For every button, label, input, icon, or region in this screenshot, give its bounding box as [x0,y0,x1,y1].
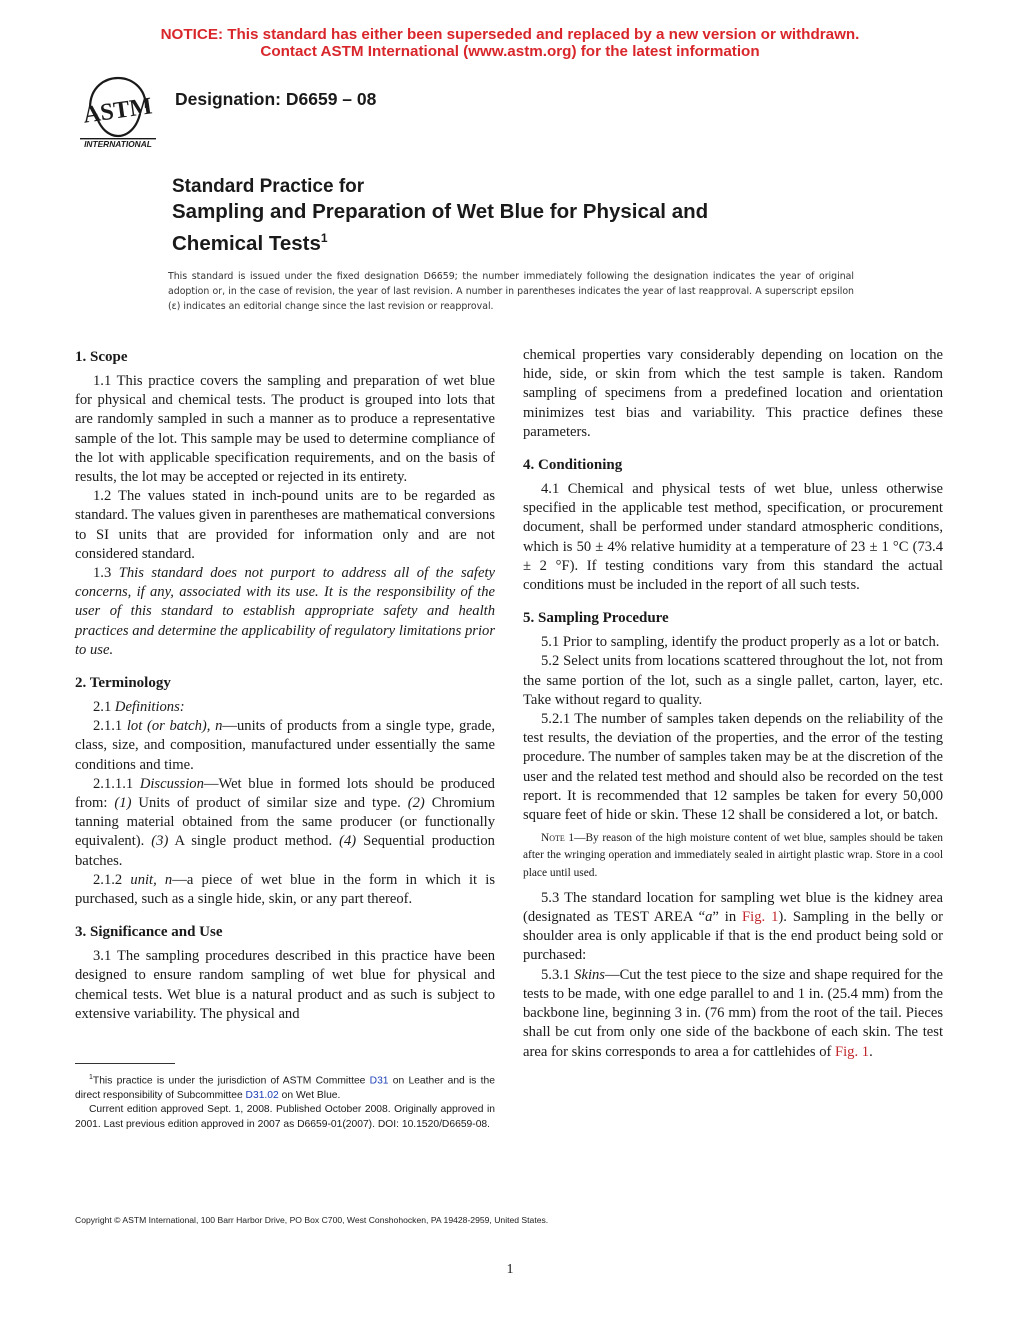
footnote-edition: Current edition approved Sept. 1, 2008. Published October 2008. Originally approved in 2001. Last previous edition approved in 2007 as D6659-01(2007). DOI: 10.1520/D6659-08. [75,1104,495,1130]
footnote-text: on Leather and is the direct responsibility of Subcommittee [75,1075,495,1101]
footnote-1 [75,1071,495,1103]
page-number: 1 [506,1262,514,1277]
para-text: . [869,1043,873,1060]
term-skins: Skins [574,966,605,983]
test-area-var: a [705,909,713,926]
title-line-3-text: Chemical Tests [172,232,321,255]
section-heading-scope: 1. Scope [75,349,128,365]
footnote-mark: 1 [89,1074,93,1081]
term-lot: lot (or batch), n [126,718,223,735]
definition-text: —a piece of wet blue in the form in which it is purchased, such as a single hide, skin, or any part thereof. [75,871,495,908]
section-heading-conditioning: 4. Conditioning [523,457,623,474]
footnote-rule [75,1063,175,1064]
paragraph-1-2: 1.2 The values stated in inch-pound units are to be regarded as standard. The values given in parentheses are mathematical conversions to SI units that are provided for information only and are not considered standard. [75,488,495,562]
paragraph-5-3 [523,889,943,966]
definitions-label: Definitions: [114,699,185,716]
logo-subtext: INTERNATIONAL [84,139,152,148]
para-text: 5.3 The standard location for sampling wet blue is the kidney area (designated as TEST AREA “ [523,889,943,926]
term-discussion: Discussion [139,775,204,792]
section-heading-terminology: 2. Terminology [75,675,171,692]
definition-text: —units of products from a single type, grade, class, size, and composition, manufactured under essentially the same conditions and time. [75,718,496,773]
notice-line-1: NOTICE: This standard has either been superseded and replaced by a new version or withdrawn. [160,26,860,43]
title-footnote-mark: 1 [320,231,328,245]
footnote-text: on Wet Blue. [278,1089,341,1101]
para-text: ” in [712,909,743,926]
paragraph-5-3-1 [523,966,943,1062]
designation [175,89,376,110]
paragraph-1-1: 1.1 This practice covers the sampling and preparation of wet blue for physical and chemical tests. The product is grouped into lots that are randomly sampled in such a manner as to produce a representative sample of the lot. This sample may be used to determine compliance of the lot with applicable specification requirements, and on the basis of results, the lot may be accepted or rejected in its entirety. [75,373,495,486]
discussion-text: —Wet blue in formed lots should be produced from: [75,775,495,812]
astm-logo [76,74,160,148]
paragraph-5-2-1: 5.2.1 The number of samples taken depends on the reliability of the test results, the deviation of the properties, and the error of the testing procedure. The number of samples taken may be at the discretion of the user and the related test method and should also be recorded on the test report. It is recommended that 12 samples be taken for every 50,000 square feet of hide or skin. These 12 shall be considered a lot, or batch. [523,711,943,824]
paragraph-4-1: 4.1 Chemical and physical tests of wet blue, unless otherwise specified in the applicable test method, specification, or procurement document, shall be performed under standard atmospheric conditions, which is 50 ± 4% relative humidity at a temperature of 23 ± 1 °C (73.4 ± 2 °F). If testing conditions vary from this standard the actual conditions must be included in the report of all such tests. [523,481,943,594]
logo-text: ASTM [81,93,154,129]
footnote-text: This practice is under the jurisdiction of ASTM Committee [92,1075,370,1087]
paragraph-3-1-continued: chemical properties vary considerably depending on location on the hide, side, or skin from which the test sample is taken. Random sampling of specimens from a predefined location and orientation minimizes test bias and variability. This practice defines these parameters. [523,347,943,440]
copyright-line: Copyright © ASTM International, 100 Barr Harbor Drive, PO Box C700, West Conshohocken, PA 19428-2959, United States. [75,1215,549,1225]
title-line-2: Sampling and Preparation of Wet Blue for Physical and [172,200,709,223]
fig-1-link[interactable]: Fig. 1 [835,1043,870,1060]
note-text: —By reason of the high moisture content of wet blue, samples should be taken after the wringing operation and immediately sealed in airtight plastic wrap. Store in a cool place until used. [523,832,943,879]
discussion-text: Chromium tanning material obtained from the same producer (or functionally equivalent). [75,795,496,850]
list-number: (3) [151,833,169,850]
paragraph-5-2: 5.2 Select units from locations scattered throughout the lot, not from the same portion of the lot, such as a single pallet, carton, layer, etc. Take without regard to quality. [523,653,943,708]
list-number: (2) [407,795,425,812]
paragraph-3-1: 3.1 The sampling procedures described in this practice have been designed to ensure random sampling of wet blue for physical and chemical tests. Wet blue is a natural product and as such is subject to extensive variability. The physical and [75,948,495,1022]
para-text: —Cut the test piece to the size and shape required for the tests to be made, with one edge parallel to and 1 in. (25.4 mm) from the backbone line, beginning 3 in. (76 mm) from the root of the tail. Pieces shall be cut from only one side of the backbone of each skin. The test area for skins corresponds to area a for cattlehides of [523,966,943,1060]
paragraph-2-1 [75,698,495,717]
para-num: 2.1.1 [93,718,123,735]
list-number: (4) [339,833,357,850]
subcommittee-d31-02-link[interactable]: D31.02 [245,1089,279,1101]
note-label: Note 1 [541,832,575,845]
section-heading-sampling: 5. Sampling Procedure [523,610,669,627]
discussion-text: Sequential production batches. [75,833,495,869]
paragraph-2-1-2 [75,871,495,909]
section-heading-significance: 3. Significance and Use [75,924,223,941]
paragraph-2-1-1 [75,717,495,775]
term-unit: unit, n [130,871,173,888]
para-num: 5.3.1 [541,966,571,983]
list-number: (1) [114,795,132,812]
para-text: ). Sampling in the belly or shoulder area is only applicable if that is the end product being sold or purchased: [523,909,943,964]
notice-banner [0,26,1020,60]
para-num: 2.1 [93,699,112,716]
para-num: 2.1.1.1 [93,775,134,792]
footnote [75,1071,495,1132]
designation-value: D6659 – 08 [285,89,377,109]
issued-statement-text: This standard is issued under the fixed designation D6659; the number immediately following the designation indicates the year of original adoption or, in the case of revision, the year of last revision. A number in parentheses indicates the year of last reapproval. A superscript epsilon (ε) indicates an editorial change since the last revision or reapproval. [168,271,854,312]
notice-line-2: Contact ASTM International (www.astm.org) for the latest information [260,43,760,60]
right-column [523,346,943,1062]
left-column [75,346,495,1024]
note-1 [523,830,943,882]
title-line-3 [172,225,872,257]
fig-1-link[interactable]: Fig. 1 [742,909,779,926]
paragraph-2-1-1-1 [75,775,495,871]
para-num: 2.1.2 [93,871,123,888]
paragraph-1-3 [75,564,495,660]
para-num: 1.3 [93,565,112,582]
document-title [172,175,872,257]
title-line-1: Standard Practice for [172,176,365,197]
discussion-text: Units of product of similar size and type. [131,795,408,812]
issued-statement [168,270,854,314]
designation-label: Designation: [175,89,281,109]
paragraph-5-1: 5.1 Prior to sampling, identify the product properly as a lot or batch. [541,634,940,651]
committee-d31-link[interactable]: D31 [369,1075,389,1087]
safety-caveat-text: This standard does not purport to address all of the safety concerns, if any, associated with its use. It is the responsibility of the user of this standard to establish appropriate safety and health practices and determine the applicability of regulatory limitations prior to use. [75,565,495,658]
discussion-text: A single product method. [168,833,340,850]
